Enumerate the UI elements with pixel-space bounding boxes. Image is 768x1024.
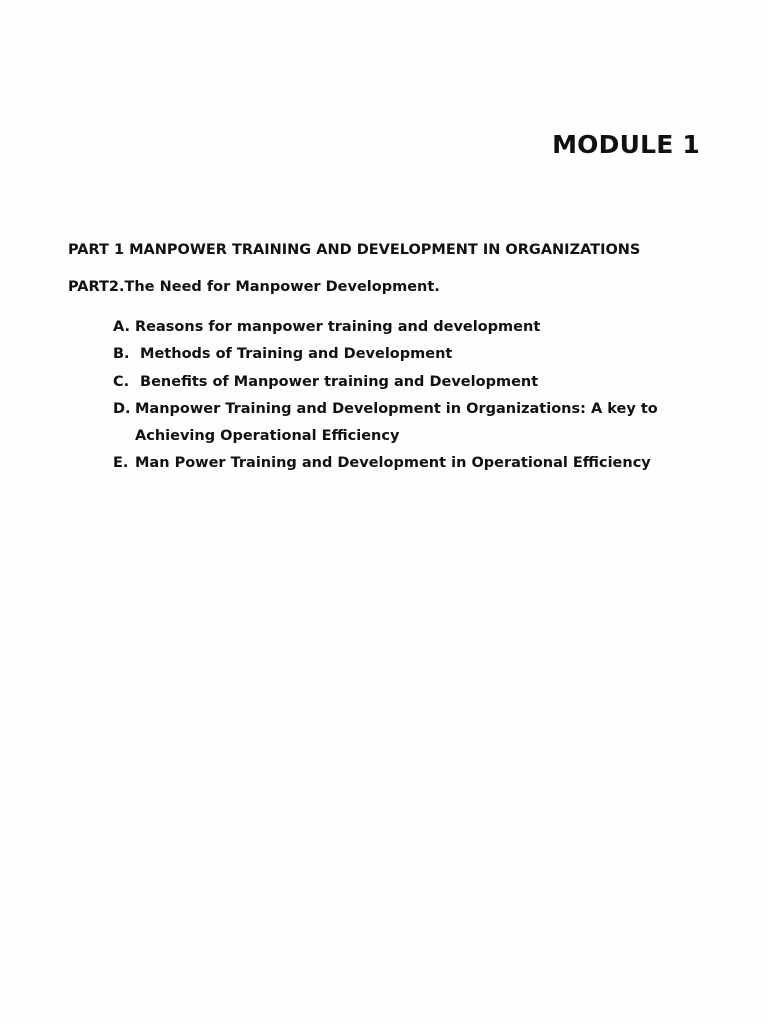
outline-item-a xyxy=(113,314,713,341)
outline-item-text: Manpower Training and Development in Organizations: A key to Achieving Operational Efficiency xyxy=(135,400,658,445)
outline-item-text: Man Power Training and Development in Operational Efficiency xyxy=(135,455,651,472)
outline-item-c xyxy=(113,369,713,396)
part-1-heading: PART 1 MANPOWER TRAINING AND DEVELOPMENT IN ORGANIZATIONS xyxy=(68,242,641,258)
outline-item-letter: A. xyxy=(113,319,130,335)
outline-item-text: Methods of Training and Development xyxy=(135,346,453,363)
outline-item-b xyxy=(113,341,713,368)
outline-item-text: Reasons for manpower training and development xyxy=(135,319,541,335)
module-title: MODULE 1 xyxy=(552,130,700,159)
outline-list xyxy=(113,314,713,478)
outline-item-e xyxy=(113,450,713,477)
outline-item-letter: D. xyxy=(113,400,131,417)
outline-item-letter: C. xyxy=(113,373,130,390)
outline-item-d xyxy=(113,396,713,451)
outline-item-letter: B. xyxy=(113,346,130,363)
outline-item-text: Benefits of Manpower training and Development xyxy=(135,373,539,390)
outline-item-letter: E. xyxy=(113,455,129,472)
part-2-heading: PART2.The Need for Manpower Development. xyxy=(68,279,440,295)
